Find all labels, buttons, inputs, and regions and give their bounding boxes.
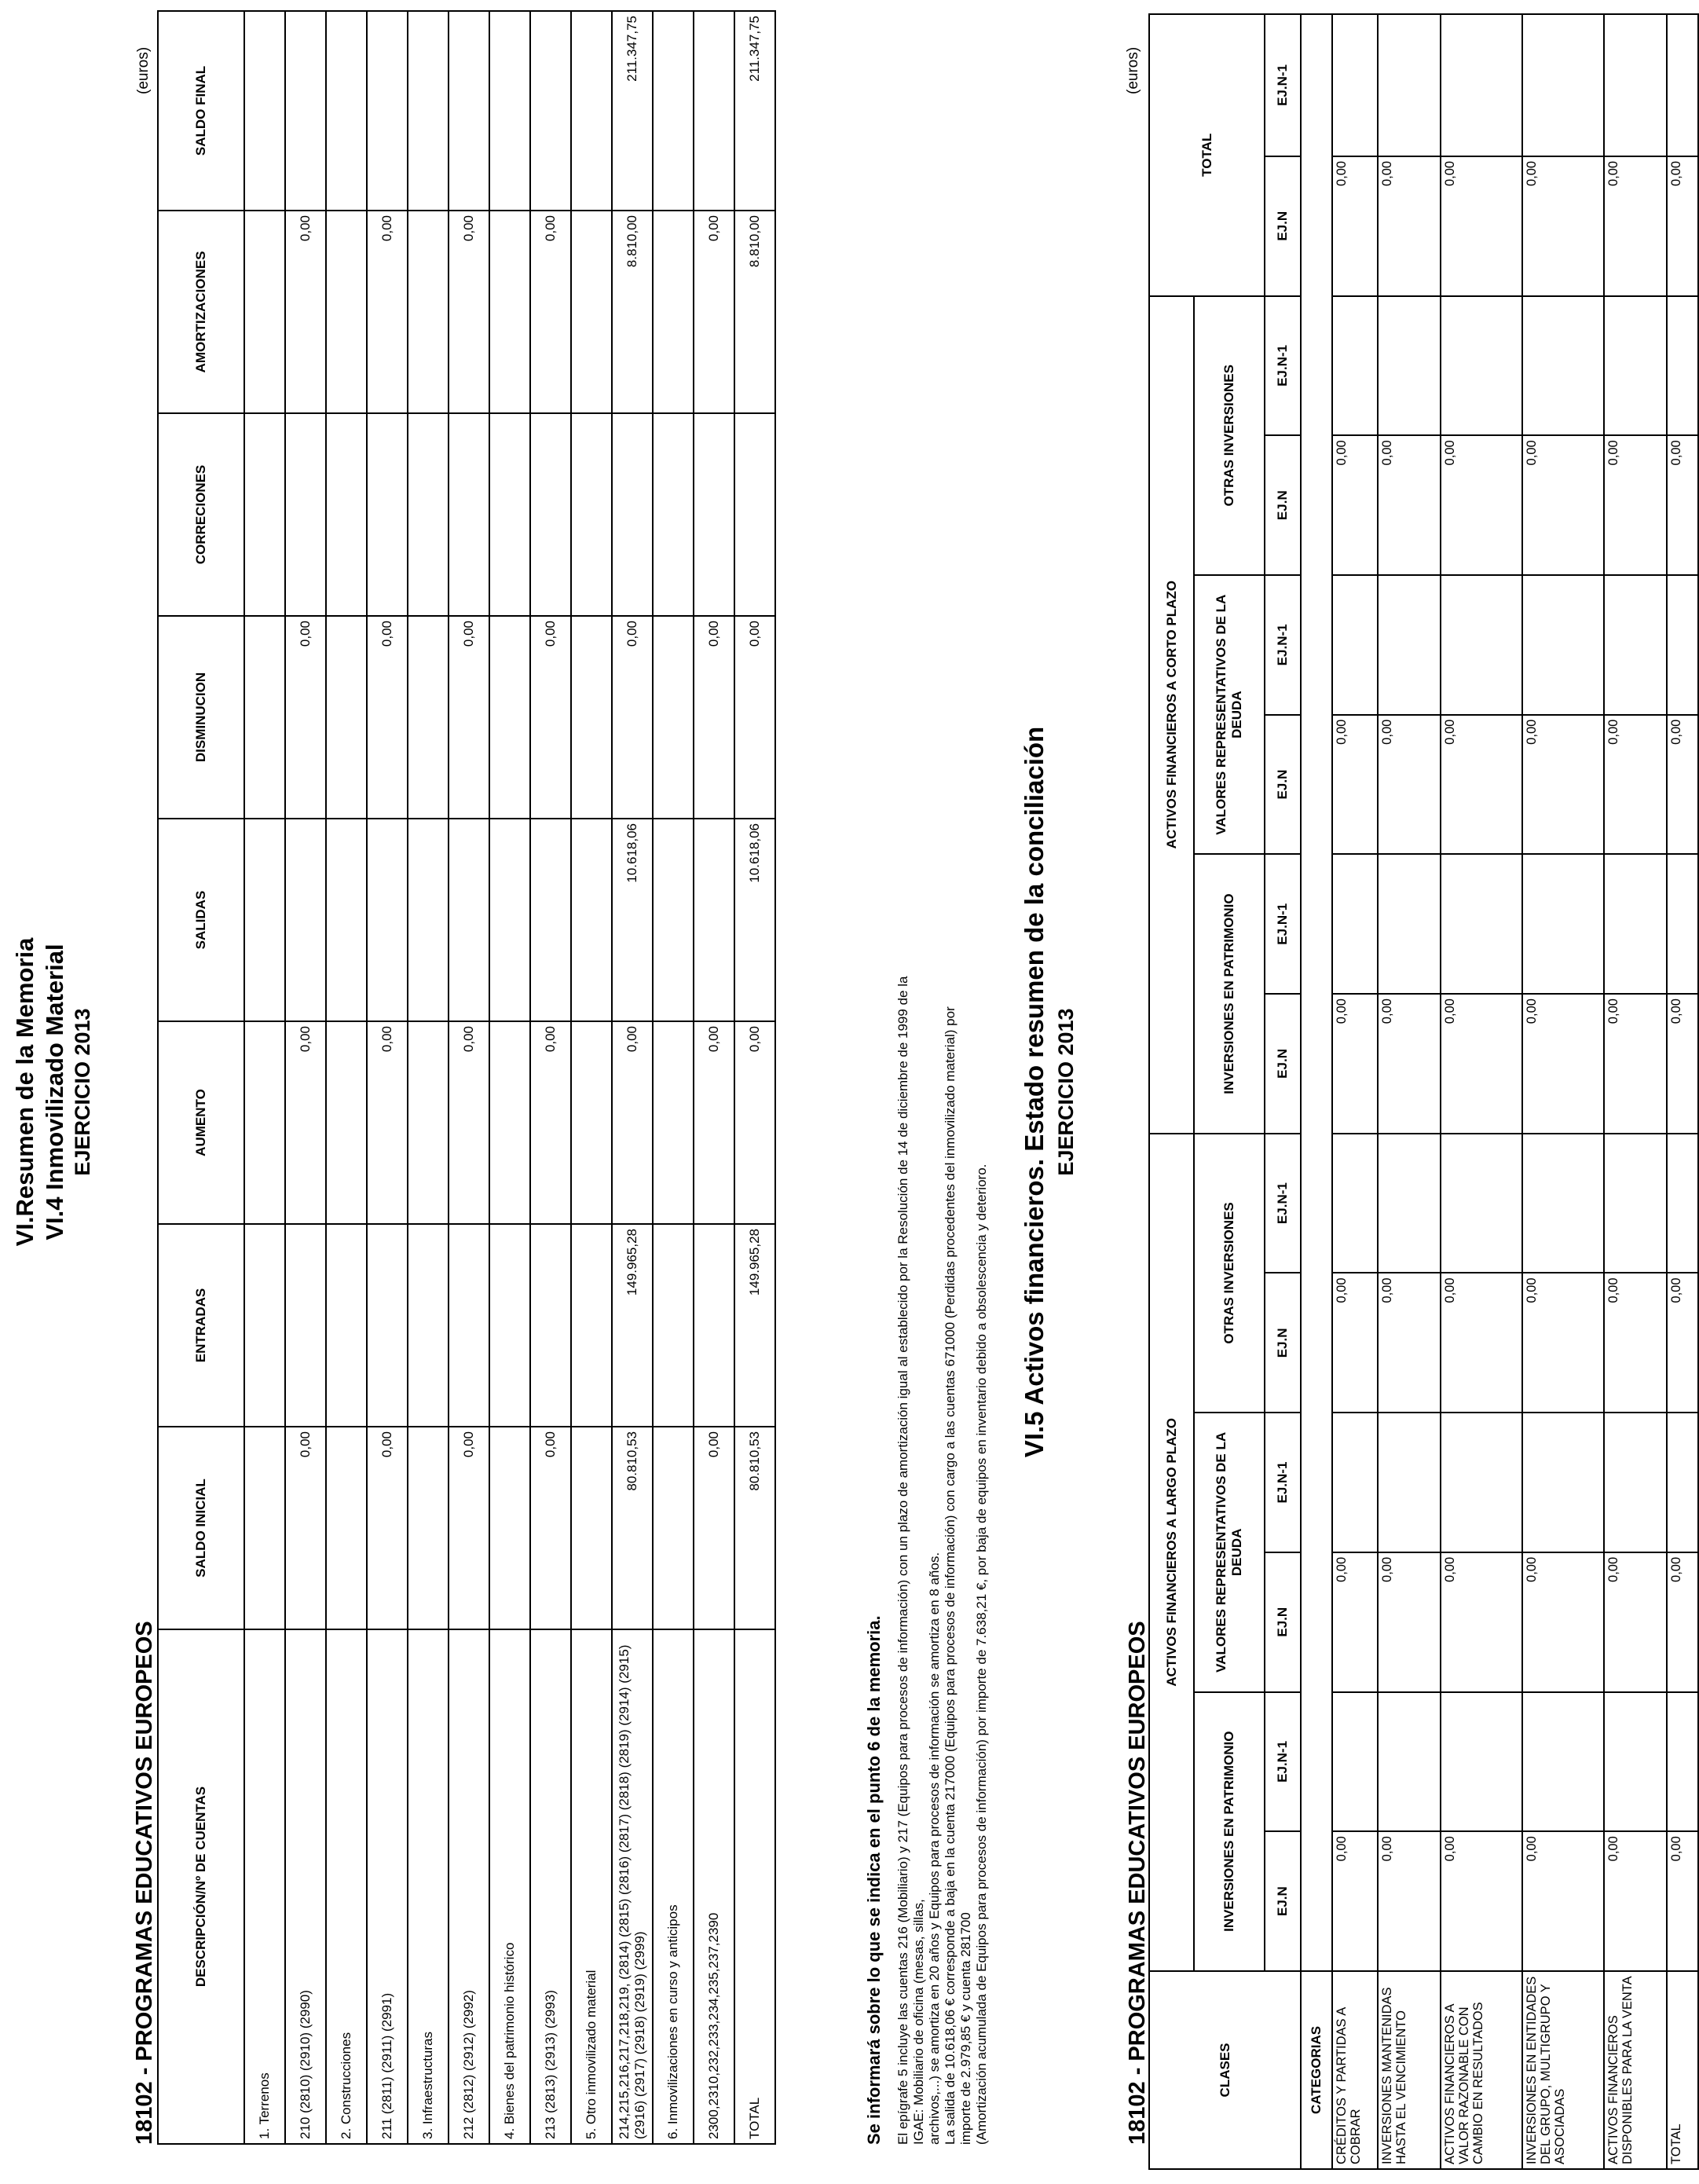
amount-cell (326, 413, 367, 616)
amount-cell (571, 1427, 612, 1629)
amount-cell (694, 1224, 734, 1427)
amount-cell (1441, 1413, 1522, 1552)
category-cell: CRÉDITOS Y PARTIDAS A COBRAR (1332, 1971, 1378, 2169)
amount-cell: 0,00 (1522, 156, 1604, 296)
amount-cell: 0,00 (1604, 156, 1667, 296)
ej-n1-header: EJ.N-1 (1265, 14, 1301, 156)
account-description: 3. Infraestructuras (408, 1629, 449, 2144)
table-row (612, 11, 653, 2144)
amount-cell (367, 1224, 408, 1427)
amount-cell: 0,00 (1441, 715, 1522, 855)
amount-cell (1332, 854, 1378, 994)
amount-cell (1378, 1692, 1441, 1832)
ej-n1-header: EJ.N-1 (1265, 296, 1301, 436)
amount-cell: 10.618,06 (612, 819, 653, 1021)
amount-cell (408, 11, 449, 211)
euros-unit-1: (euros) (135, 46, 152, 94)
cp-inversiones-patrimonio-header: INVERSIONES EN PATRIMONIO (1194, 854, 1265, 1133)
amount-cell: 8.810,00 (734, 211, 775, 413)
amount-cell (653, 1224, 694, 1427)
amount-cell (326, 1021, 367, 1224)
amount-cell: 0,00 (449, 616, 489, 819)
amount-cell (1378, 1134, 1441, 1273)
amount-cell: 0,00 (1522, 435, 1604, 575)
account-description: 4. Bienes del patrimonio histórico (489, 1629, 530, 2144)
amount-cell: 0,00 (734, 1021, 775, 1224)
amount-cell (489, 1427, 530, 1629)
amount-cell: 0,00 (449, 1427, 489, 1629)
table-row (530, 11, 571, 2144)
amount-cell (489, 11, 530, 211)
amount-cell (1604, 575, 1667, 715)
amount-cell: 80.810,53 (734, 1427, 775, 1629)
table-row (694, 11, 734, 2144)
amount-cell (244, 616, 285, 819)
account-description: 1. Terrenos (244, 1629, 285, 2144)
amount-cell: 0,00 (1441, 1273, 1522, 1413)
amount-cell (244, 1021, 285, 1224)
amount-cell (1667, 1134, 1698, 1273)
amount-cell: 0,00 (1604, 1552, 1667, 1692)
inmovilizado-title: VI.4 Inmovilizado Material (41, 944, 68, 1240)
amount-cell (408, 1021, 449, 1224)
category-cell: INVERSIONES MANTENIDAS HASTA EL VENCIMIENTO (1378, 1971, 1441, 2169)
table-row (449, 11, 489, 2144)
amount-cell (571, 413, 612, 616)
amount-cell (1378, 575, 1441, 715)
amount-cell (326, 11, 367, 211)
table-row (1441, 14, 1522, 2169)
amount-cell (1522, 296, 1604, 436)
amount-cell: 0,00 (530, 1427, 571, 1629)
amount-cell (653, 211, 694, 413)
inmovilizado-table (157, 10, 776, 2145)
col-header: AUMENTO (158, 1021, 244, 1224)
cp-otras-inversiones-header: OTRAS INVERSIONES (1194, 296, 1265, 575)
amount-cell: 10.618,06 (734, 819, 775, 1021)
amount-cell (408, 413, 449, 616)
amount-cell: 0,00 (367, 1021, 408, 1224)
amount-cell (1522, 1692, 1604, 1832)
amount-cell: 0,00 (1332, 1552, 1378, 1692)
amount-cell (694, 819, 734, 1021)
ej-n1-header: EJ.N-1 (1265, 1134, 1301, 1273)
amount-cell (571, 616, 612, 819)
amount-cell: 0,00 (285, 1021, 326, 1224)
amount-cell (1604, 1692, 1667, 1832)
amount-cell: 0,00 (1667, 1273, 1698, 1413)
amount-cell (653, 413, 694, 616)
table-row (1604, 14, 1667, 2169)
amount-cell (694, 11, 734, 211)
amount-cell (449, 819, 489, 1021)
amount-cell (285, 1224, 326, 1427)
ej-n-header: EJ.N (1265, 1273, 1301, 1413)
amount-cell: 0,00 (1522, 1552, 1604, 1692)
amount-cell: 0,00 (285, 211, 326, 413)
amount-cell (1604, 296, 1667, 436)
ej-n1-header: EJ.N-1 (1265, 575, 1301, 715)
table-row (489, 11, 530, 2144)
table-row (326, 11, 367, 2144)
amount-cell: 0,00 (734, 616, 775, 819)
amount-cell: 0,00 (1332, 1831, 1378, 1971)
amount-cell: 0,00 (694, 211, 734, 413)
amount-cell (1378, 1413, 1441, 1552)
col-header: CORRECIONES (158, 413, 244, 616)
ej-n-header: EJ.N (1265, 994, 1301, 1134)
account-description: 2. Construcciones (326, 1629, 367, 2144)
largo-plazo-header: ACTIVOS FINANCIEROS A LARGO PLAZO (1149, 1134, 1194, 1971)
amount-cell (1604, 1413, 1667, 1552)
amount-cell (489, 819, 530, 1021)
amount-cell (571, 1021, 612, 1224)
clases-header: CLASES (1149, 1971, 1301, 2169)
amount-cell (408, 616, 449, 819)
amount-cell: 0,00 (1378, 1552, 1441, 1692)
amount-cell (489, 1021, 530, 1224)
activos-subtitle: EJERCICIO 2013 (1054, 1008, 1078, 1176)
amount-cell (489, 1224, 530, 1427)
activos-title: VI.5 Activos financieros. Estado resumen de la conciliación (1020, 726, 1049, 1458)
amount-cell (408, 1427, 449, 1629)
amount-cell (1441, 296, 1522, 436)
amount-cell (1441, 575, 1522, 715)
amount-cell (1378, 854, 1441, 994)
amount-cell: 0,00 (1522, 994, 1604, 1134)
amount-cell (1378, 14, 1441, 156)
lp-inversiones-patrimonio-header: INVERSIONES EN PATRIMONIO (1194, 1692, 1265, 1971)
amount-cell: 0,00 (449, 211, 489, 413)
amount-cell (571, 819, 612, 1021)
amount-cell: 0,00 (530, 211, 571, 413)
amount-cell: 0,00 (367, 616, 408, 819)
amount-cell (530, 11, 571, 211)
amount-cell: 0,00 (694, 616, 734, 819)
cp-valores-deuda-header: VALORES REPRESENTATIVOS DE LA DEUDA (1194, 575, 1265, 854)
table-row (1378, 14, 1441, 2169)
amount-cell (1522, 575, 1604, 715)
amount-cell (571, 11, 612, 211)
ej-n-header: EJ.N (1265, 435, 1301, 575)
note-line: archivos,...) se amortiza en 20 años y Equipos para procesos de información se amortiza en 8 años. (927, 1552, 942, 2145)
amount-cell (449, 1224, 489, 1427)
amount-cell: 0,00 (530, 616, 571, 819)
amount-cell: 0,00 (1667, 156, 1698, 296)
amount-cell (1332, 1134, 1378, 1273)
amount-cell: 0,00 (1378, 994, 1441, 1134)
amount-cell (1441, 1692, 1522, 1832)
amount-cell (326, 616, 367, 819)
note-line: El epígrafe 5 incluye las cuentas 216 (Mobiliario) y 217 (Equipos para procesos de información) con un plazo de amortización igual al establecido por la Resolución de 14 de diciembre de 1999 de la IGAE: Mobiliario de oficina (mesas, sillas, (895, 976, 926, 2145)
amount-cell: 0,00 (694, 1427, 734, 1629)
amount-cell: 0,00 (1604, 1273, 1667, 1413)
amount-cell (285, 819, 326, 1021)
amount-cell (449, 413, 489, 616)
table-row (734, 11, 775, 2144)
amount-cell: 0,00 (1522, 715, 1604, 855)
amount-cell (734, 413, 775, 616)
amount-cell (1667, 1413, 1698, 1552)
ej-n1-header: EJ.N-1 (1265, 1692, 1301, 1832)
table-row (571, 11, 612, 2144)
amount-cell (1332, 296, 1378, 436)
category-cell: ACTIVOS FINANCIEROS DISPONIBLES PARA LA VENTA (1604, 1971, 1667, 2169)
euros-unit-2: (euros) (1125, 46, 1141, 94)
memoria-title: VI.Resumen de la Memoria (11, 937, 38, 1247)
program-heading-1: 18102 - PROGRAMAS EDUCATIVOS EUROPEOS (132, 1621, 157, 2145)
col-header: SALIDAS (158, 819, 244, 1021)
account-description: 211 (2811) (2911) (2991) (367, 1629, 408, 2144)
col-header: SALDO INICIAL (158, 1427, 244, 1629)
amount-cell (1667, 1692, 1698, 1832)
table-row (367, 11, 408, 2144)
amount-cell: 0,00 (1522, 1831, 1604, 1971)
amount-cell: 0,00 (1604, 1831, 1667, 1971)
ej-n1-header: EJ.N-1 (1265, 854, 1301, 994)
amount-cell: 211.347,75 (734, 11, 775, 211)
amount-cell (449, 11, 489, 211)
amount-cell (1604, 14, 1667, 156)
amount-cell (653, 1427, 694, 1629)
amount-cell: 0,00 (285, 1427, 326, 1629)
amount-cell (1332, 1692, 1378, 1832)
category-cell: INVERSIONES EN ENTIDADES DEL GRUPO, MULTIGRUPO Y ASOCIADAS (1522, 1971, 1604, 2169)
amount-cell: 149.965,28 (734, 1224, 775, 1427)
amount-cell (244, 1224, 285, 1427)
table-row (1667, 14, 1698, 2169)
amount-cell (1522, 14, 1604, 156)
amount-cell (1604, 1134, 1667, 1273)
amount-cell: 0,00 (1667, 994, 1698, 1134)
amount-cell (489, 413, 530, 616)
amount-cell (408, 1224, 449, 1427)
amount-cell (285, 413, 326, 616)
activos-table (1148, 13, 1699, 2170)
amount-cell: 0,00 (1441, 435, 1522, 575)
amount-cell (694, 413, 734, 616)
account-description: 214,215,216,217,218,219, (2814) (2815) (2816) (2817) (2818) (2819) (2914) (2915) (2916) (2917) (2918) (2919) (2999) (612, 1629, 653, 2144)
inmovilizado-header-row (158, 11, 244, 2144)
amount-cell (1441, 14, 1522, 156)
amount-cell: 0,00 (449, 1021, 489, 1224)
amount-cell: 0,00 (1522, 1273, 1604, 1413)
amount-cell (285, 11, 326, 211)
amount-cell (571, 1224, 612, 1427)
amount-cell (244, 211, 285, 413)
ej-n1-header: EJ.N-1 (1265, 1413, 1301, 1552)
table-row (285, 11, 326, 2144)
amount-cell: 0,00 (1332, 994, 1378, 1134)
table-row (408, 11, 449, 2144)
amount-cell: 0,00 (1604, 435, 1667, 575)
ejercicio-header-row (1265, 14, 1301, 2169)
table-row (653, 11, 694, 2144)
amount-cell: 0,00 (285, 616, 326, 819)
categorias-spacer (1301, 14, 1332, 1971)
account-description: 212 (2812) (2912) (2992) (449, 1629, 489, 2144)
amount-cell (326, 211, 367, 413)
amount-cell (1522, 854, 1604, 994)
category-cell: TOTAL (1667, 1971, 1698, 2169)
account-description: 6. Inmovilizaciones en curso y anticipos (653, 1629, 694, 2144)
table-row (244, 11, 285, 2144)
amount-cell: 0,00 (1667, 715, 1698, 855)
category-cell: ACTIVOS FINANCIEROS A VALOR RAZONABLE CON CAMBIO EN RESULTADOS (1441, 1971, 1522, 2169)
account-description: 2300,2310,232,233,234,235,237,2390 (694, 1629, 734, 2144)
account-description: TOTAL (734, 1629, 775, 2144)
amount-cell (530, 819, 571, 1021)
note-body (895, 966, 990, 2145)
amount-cell: 0,00 (1332, 435, 1378, 575)
amount-cell (367, 819, 408, 1021)
amount-cell (653, 11, 694, 211)
amount-cell (408, 211, 449, 413)
amount-cell: 0,00 (367, 211, 408, 413)
account-description: 5. Otro inmovilizado material (571, 1629, 612, 2144)
amount-cell (1332, 575, 1378, 715)
col-header: DESCRIPCIÓN/Nº DE CUENTAS (158, 1629, 244, 2144)
corto-plazo-header: ACTIVOS FINANCIEROS A CORTO PLAZO (1149, 296, 1194, 1134)
table-row (1332, 14, 1378, 2169)
amount-cell (653, 1021, 694, 1224)
amount-cell (612, 413, 653, 616)
ej-n-header: EJ.N (1265, 1552, 1301, 1692)
ej-n-header: EJ.N (1265, 156, 1301, 296)
amount-cell (1441, 1134, 1522, 1273)
ej-n-header: EJ.N (1265, 715, 1301, 855)
col-header: SALDO FINAL (158, 11, 244, 211)
amount-cell: 211.347,75 (612, 11, 653, 211)
amount-cell (1332, 14, 1378, 156)
amount-cell: 0,00 (1441, 1552, 1522, 1692)
amount-cell (489, 616, 530, 819)
amount-cell (1522, 1413, 1604, 1552)
amount-cell: 0,00 (1441, 1831, 1522, 1971)
amount-cell (1667, 575, 1698, 715)
amount-cell (408, 819, 449, 1021)
amount-cell: 0,00 (1667, 1831, 1698, 1971)
amount-cell (1441, 854, 1522, 994)
amount-cell: 0,00 (612, 616, 653, 819)
amount-cell: 0,00 (1332, 156, 1378, 296)
amount-cell (1667, 14, 1698, 156)
amount-cell: 0,00 (1378, 156, 1441, 296)
amount-cell (1667, 296, 1698, 436)
lp-valores-deuda-header: VALORES REPRESENTATIVOS DE LA DEUDA (1194, 1413, 1265, 1691)
amount-cell (326, 819, 367, 1021)
note-line: La salida de 10.618,06 € corresponde a baja en la cuenta 217000 (Equipos para procesos de información) con cargo a las cuentas 671000 (Perdidas procedentes del inmovilizado material) por importe de 2.979,85 € y cuenta 281700 (943, 1006, 973, 2145)
amount-cell: 0,00 (367, 1427, 408, 1629)
amount-cell (1667, 854, 1698, 994)
amount-cell (367, 11, 408, 211)
amount-cell (530, 1224, 571, 1427)
amount-cell (244, 1427, 285, 1629)
amount-cell: 8.810,00 (612, 211, 653, 413)
amount-cell (653, 819, 694, 1021)
amount-cell: 0,00 (1378, 1831, 1441, 1971)
amount-cell: 0,00 (530, 1021, 571, 1224)
total-header: TOTAL (1149, 14, 1265, 296)
col-header: DISMINUCION (158, 616, 244, 819)
amount-cell (571, 211, 612, 413)
amount-cell: 149.965,28 (612, 1224, 653, 1427)
amount-cell (244, 11, 285, 211)
amount-cell: 0,00 (1332, 715, 1378, 855)
amount-cell (244, 819, 285, 1021)
amount-cell (326, 1427, 367, 1629)
amount-cell: 0,00 (1667, 1552, 1698, 1692)
amount-cell (1332, 1413, 1378, 1552)
amount-cell: 0,00 (1378, 715, 1441, 855)
account-description: 210 (2810) (2910) (2990) (285, 1629, 326, 2144)
amount-cell: 0,00 (1441, 994, 1522, 1134)
amount-cell (530, 413, 571, 616)
amount-cell (489, 211, 530, 413)
amount-cell: 0,00 (1378, 435, 1441, 575)
amount-cell (1378, 296, 1441, 436)
amount-cell (326, 1224, 367, 1427)
amount-cell (1522, 1134, 1604, 1273)
amount-cell: 0,00 (1667, 435, 1698, 575)
col-header: AMORTIZACIONES (158, 211, 244, 413)
amount-cell: 0,00 (694, 1021, 734, 1224)
amount-cell: 0,00 (1604, 715, 1667, 855)
note-title: Se informará sobre lo que se indica en el punto 6 de la memoria. (864, 1615, 884, 2145)
ej-n-header: EJ.N (1265, 1831, 1301, 1971)
amount-cell (653, 616, 694, 819)
amount-cell: 0,00 (1332, 1273, 1378, 1413)
amount-cell: 0,00 (1604, 994, 1667, 1134)
col-header: ENTRADAS (158, 1224, 244, 1427)
categorias-header: CATEGORIAS (1301, 1971, 1332, 2169)
amount-cell (244, 413, 285, 616)
ejercicio-title: EJERCICIO 2013 (71, 1008, 94, 1176)
amount-cell: 0,00 (1378, 1273, 1441, 1413)
table-row (1522, 14, 1604, 2169)
amount-cell (1604, 854, 1667, 994)
account-description: 213 (2813) (2913) (2993) (530, 1629, 571, 2144)
program-heading-2: 18102 - PROGRAMAS EDUCATIVOS EUROPEOS (1125, 1621, 1150, 2145)
note-line: (Amortización acumulada de Equipos para procesos de información) por importe de 7.638,21 €, por baja de equipos en inventario debido a obsolescencia y deterioro. (974, 1163, 989, 2145)
amount-cell (367, 413, 408, 616)
amount-cell: 0,00 (1441, 156, 1522, 296)
amount-cell: 0,00 (612, 1021, 653, 1224)
lp-otras-inversiones-header: OTRAS INVERSIONES (1194, 1134, 1265, 1413)
amount-cell: 80.810,53 (612, 1427, 653, 1629)
